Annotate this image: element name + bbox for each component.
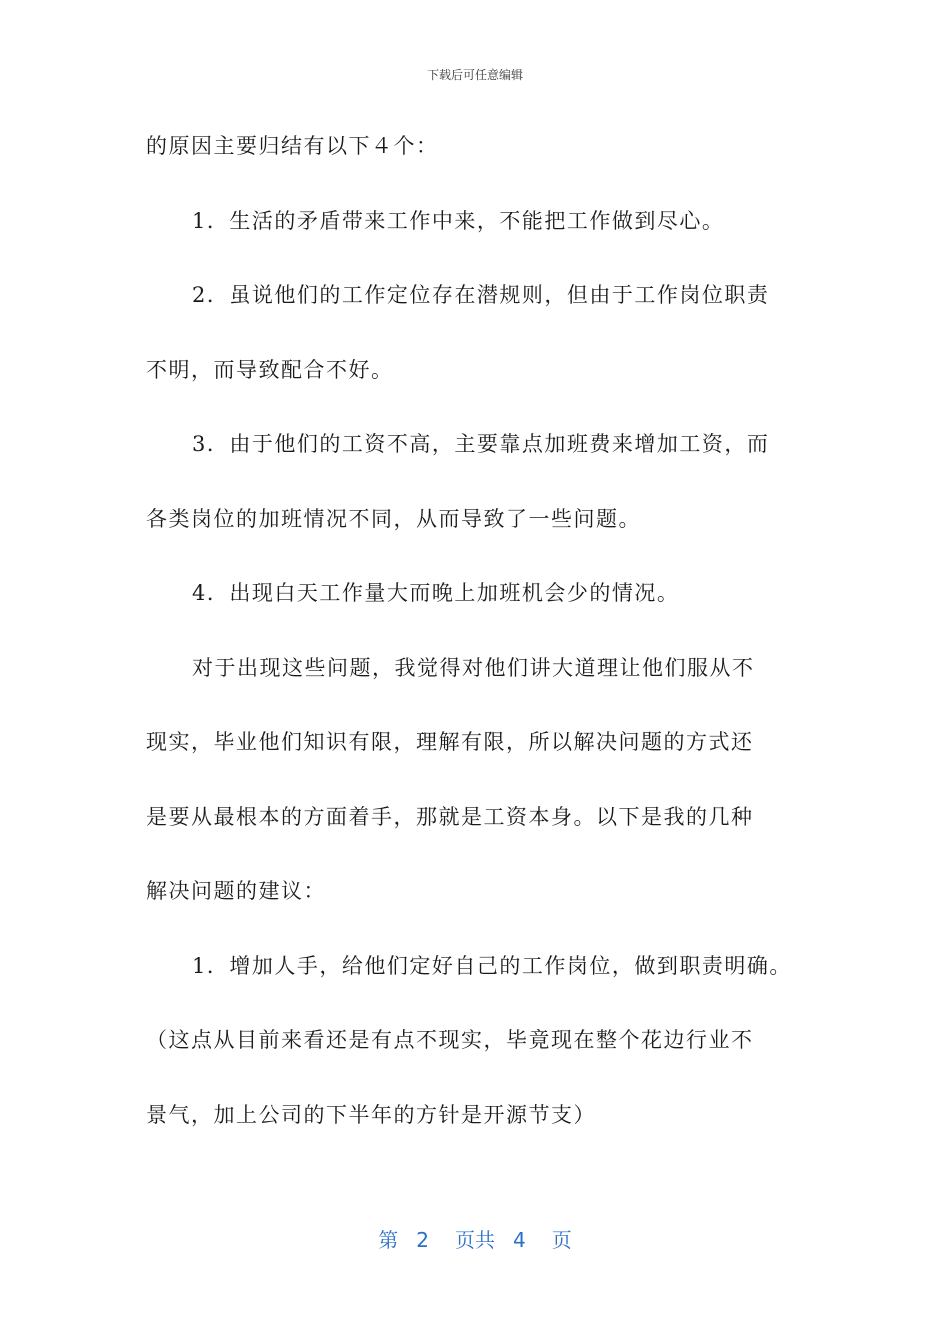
text-line-6: 各类岗位的加班情况不同，从而导致了一些问题。 <box>146 506 641 531</box>
total-pages: 4 <box>513 1228 526 1252</box>
text-line-1: 的原因主要归结有以下４个： <box>146 134 439 158</box>
text-line-5: 3．由于他们的工资不高，主要靠点加班费来增加工资，而 <box>192 432 770 456</box>
text-line-4: 不明，而导致配合不好。 <box>146 357 394 382</box>
page-label: 第 <box>378 1228 399 1252</box>
page-number: 2 <box>416 1228 429 1252</box>
page-suffix: 页 <box>551 1228 572 1252</box>
text-line-10: 是要从最根本的方面着手，那就是工资本身。以下是我的几种 <box>146 804 754 829</box>
text-line-12: 1．增加人手，给他们定好自己的工作岗位，做到职责明确。 <box>192 953 792 978</box>
text-line-14: 景气，加上公司的下半年的方针是开源节支） <box>146 1102 596 1127</box>
page-footer <box>0 1224 950 1253</box>
text-line-8: 对于出现这些问题，我觉得对他们讲大道理让他们服从不 <box>192 655 755 680</box>
text-line-11: 解决问题的建议： <box>146 879 326 903</box>
text-line-2: 1．生活的矛盾带来工作中来，不能把工作做到尽心。 <box>192 208 725 233</box>
text-line-7: 4．出现白天工作量大而晚上加班机会少的情况。 <box>192 581 680 605</box>
text-line-3: 2．虽说他们的工作定位存在潜规则，但由于工作岗位职责 <box>192 283 770 307</box>
text-line-13: （这点从目前来看还是有点不现实，毕竟现在整个花边行业不 <box>146 1028 754 1052</box>
header-note: 下载后可任意编辑 <box>426 68 523 82</box>
text-line-9: 现实，毕业他们知识有限，理解有限，所以解决问题的方式还 <box>146 730 754 754</box>
document-body <box>146 126 846 1169</box>
total-label: 页共 <box>455 1228 495 1252</box>
